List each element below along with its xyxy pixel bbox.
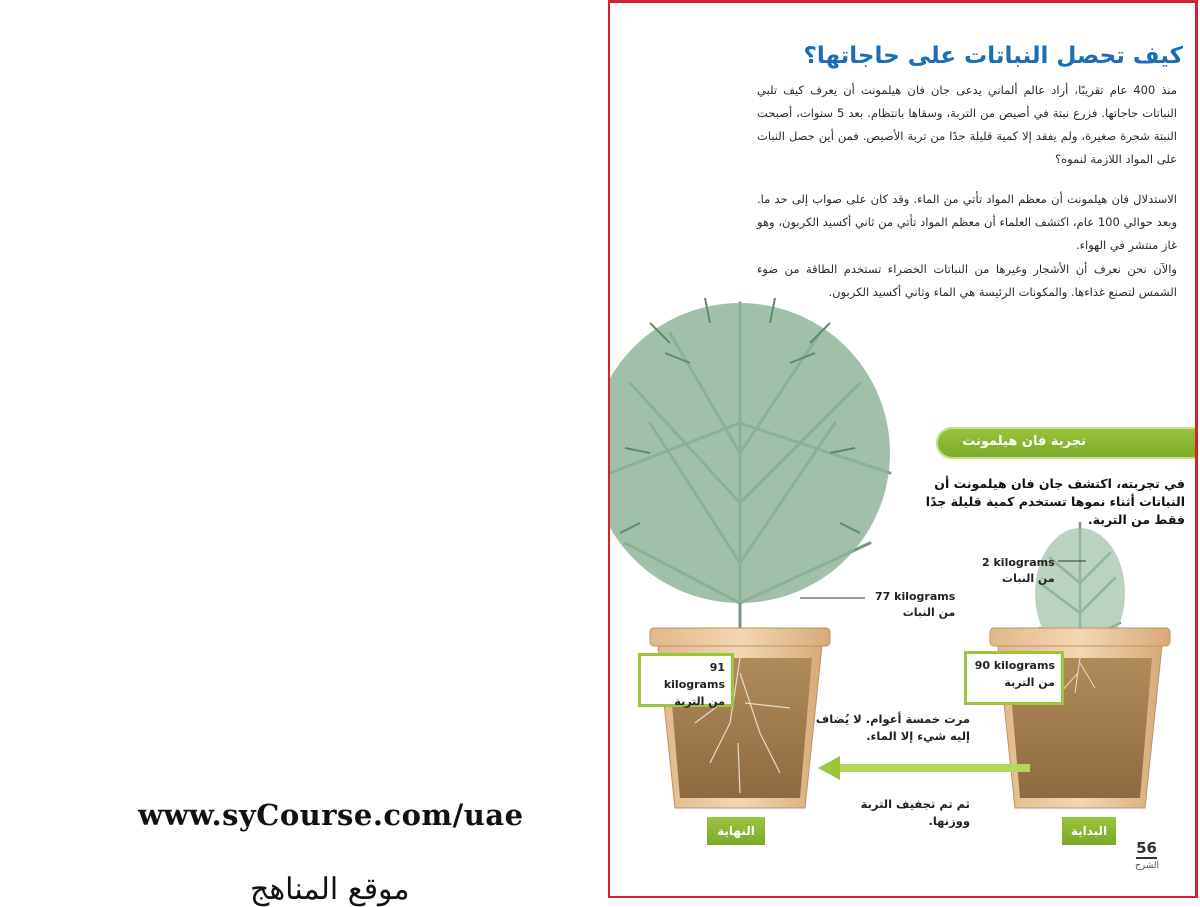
small-plant-mass-value: 2 kilograms (982, 556, 1055, 569)
paragraph-photosynthesis: والآن نحن نعرف أن الأشجار وغيرها من النباتات الخضراء تستخدم الطاقة من ضوء الشمس لتصنع غذاءها. والمكونات الرئيسة هي الماء وثاني أكسيد الكربون. (757, 262, 1177, 299)
chapter-label: الشرح (1134, 861, 1159, 871)
big-plant-mass-value: 77 kilograms (875, 590, 956, 603)
big-plant-mass-caption: من النبات (902, 606, 956, 619)
end-soil-mass-value: 91 kilograms (663, 661, 725, 691)
paragraph-conclusion: الاستدلال فان هيلمونت أن معظم المواد تأتي من الماء. وقد كان على صواب إلى حد ما. وبعد حوالي 100 عام، اكتشف العلماء أن معظم المواد تأتي من ثاني أكسيد الكربون، وهو غاز منتشر في الهواء. (757, 192, 1178, 252)
large-tree-illustration (610, 298, 890, 663)
experiment-banner-title: تجربة فان هيلمونت (962, 434, 1086, 449)
start-soil-mass-value: 90 kilograms (974, 659, 1055, 672)
end-soil-mass-box (638, 653, 734, 707)
note-soil-dried: ثم تم تجفيف التربة ووزنها. (860, 797, 970, 828)
note-five-years: مرت خمسة أعوام. لا يُضاف إليه شيء إلا الماء. (815, 712, 970, 743)
start-soil-mass-box (964, 651, 1064, 705)
paragraph-intro: منذ 400 عام تقريبًا، أراد عالم ألماني يدعى جان فان هيلمونت أن يعرف كيف تلبي النباتات حاجاتها. فزرع نبتة في أصيص من التربة، وسقاها بانتظام. بعد 5 سنوات، أصبحت النبتة شجرة صغيرة، ولم يفقد إلا كمية قليلة جدًا من تربة الأصيص. فمن أين حصل النبات على المواد اللازمة لنموه؟ (757, 83, 1177, 166)
end-soil-mass-caption: من التربة (674, 695, 725, 708)
start-tag: البداية (1062, 817, 1116, 845)
page-title: كيف تحصل النباتات على حاجاتها؟ (803, 43, 1183, 69)
end-tag: النهاية (707, 817, 765, 845)
start-soil-mass-caption: من التربة (1004, 676, 1055, 689)
arrow-start-to-end (818, 756, 1030, 780)
small-plant-mass-caption: من النبات (1002, 572, 1055, 585)
small-plant-mass-label (982, 555, 1055, 587)
website-name-arabic: موقع المناهج (250, 872, 410, 907)
page-number: 56 (1136, 839, 1157, 857)
big-plant-mass-label (875, 589, 955, 621)
website-url: www.syCourse.com/uae (138, 798, 524, 832)
experiment-banner (936, 427, 1198, 459)
experiment-explanation: في تجربته، اكتشف جان فان هيلمونت أن النباتات أثناء نموها تستخدم كمية قليلة جدًا فقط من التربة. (925, 476, 1185, 527)
textbook-page (608, 0, 1198, 898)
